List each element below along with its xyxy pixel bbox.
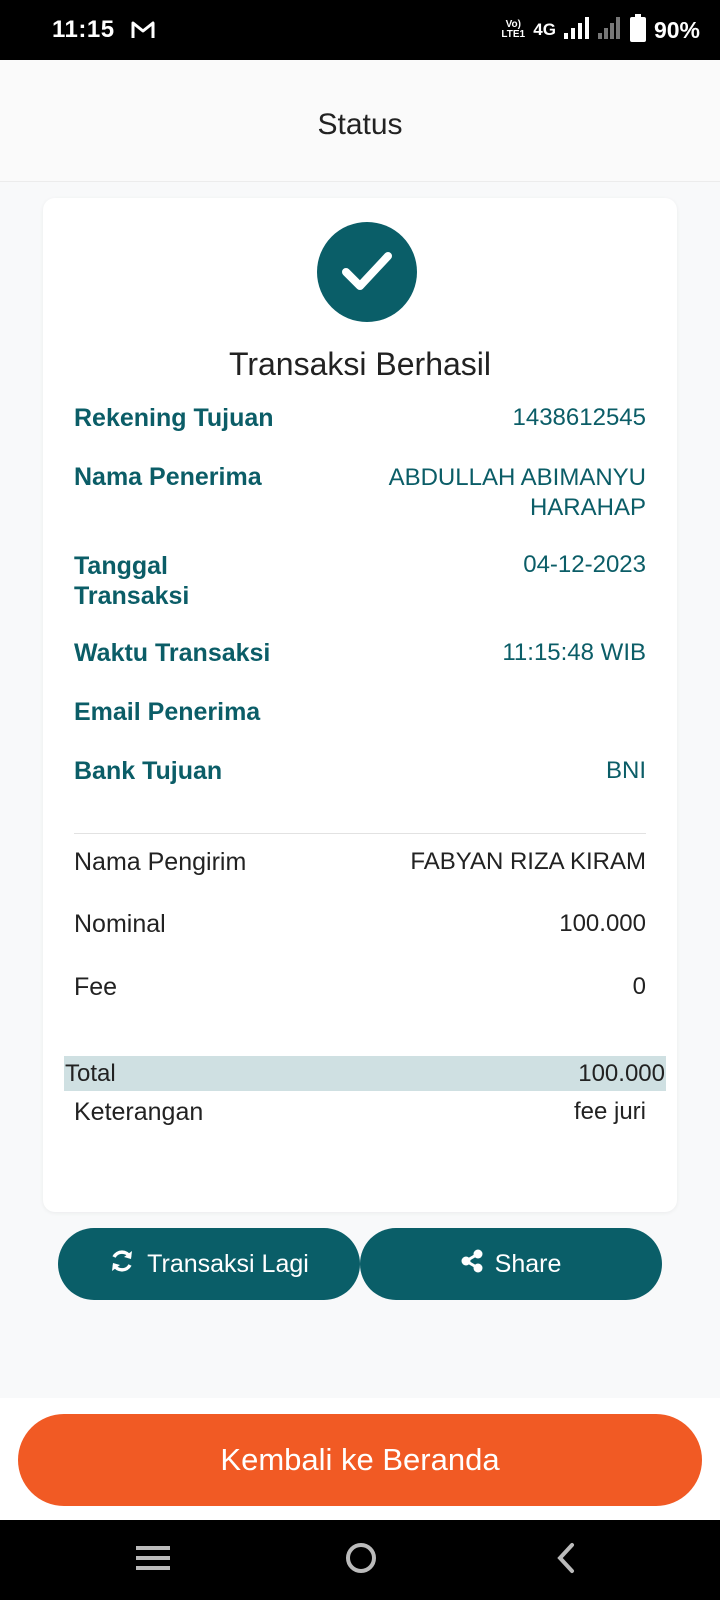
account-value: 1438612545 xyxy=(512,404,646,431)
status-time: 11:15 xyxy=(52,16,115,43)
back-to-home-button[interactable]: Kembali ke Beranda xyxy=(18,1414,702,1506)
recipient-name-label: Nama Penerima xyxy=(74,463,262,491)
transaction-again-label: Transaksi Lagi xyxy=(147,1249,309,1278)
refresh-icon xyxy=(109,1248,135,1281)
fee-label: Fee xyxy=(74,973,118,1001)
share-icon xyxy=(461,1249,483,1280)
time-value: 11:15:48 WIB xyxy=(502,639,646,666)
divider xyxy=(74,833,646,834)
detail-row-recipient-name xyxy=(74,463,646,523)
detail-row-sender xyxy=(74,848,646,877)
network-type: 4G xyxy=(533,20,556,39)
receipt-card xyxy=(43,198,677,1212)
total-label: Total xyxy=(65,1059,116,1087)
detail-row-amount xyxy=(74,910,646,939)
status-bar xyxy=(0,0,720,60)
page-header xyxy=(0,60,720,182)
detail-row-account xyxy=(74,404,646,433)
amount-value: 100.000 xyxy=(559,910,646,937)
share-label: Share xyxy=(494,1249,562,1278)
transaction-again-button[interactable] xyxy=(58,1228,360,1300)
detail-row-time xyxy=(74,639,646,668)
detail-row-date xyxy=(74,551,646,611)
detail-row-bank xyxy=(74,757,646,786)
account-label: Rekening Tujuan xyxy=(74,404,274,432)
date-value: 04-12-2023 xyxy=(523,551,646,578)
sender-value: FABYAN RIZA KIRAM xyxy=(410,848,646,875)
battery-percent: 90% xyxy=(653,16,700,43)
total-value: 100.000 xyxy=(578,1059,665,1087)
menu-icon[interactable] xyxy=(136,1540,170,1581)
email-label: Email Penerima xyxy=(74,698,261,726)
sender-label: Nama Pengirim xyxy=(74,848,247,876)
battery-icon xyxy=(630,14,646,47)
volte-indicator: Vo) LTE1 xyxy=(501,19,526,40)
page-title: Status xyxy=(317,108,403,141)
note-value: fee juri xyxy=(573,1098,646,1125)
share-button[interactable] xyxy=(360,1228,662,1300)
signal-2-icon xyxy=(598,17,622,44)
note-label: Keterangan xyxy=(74,1098,204,1126)
amount-label: Nominal xyxy=(74,910,166,938)
detail-row-note xyxy=(74,1098,646,1127)
back-icon[interactable] xyxy=(554,1540,578,1581)
detail-row-fee xyxy=(74,973,646,1002)
system-nav-bar xyxy=(0,1520,720,1600)
signal-icon xyxy=(564,17,590,44)
time-label: Waktu Transaksi xyxy=(74,639,271,667)
bank-label: Bank Tujuan xyxy=(74,757,223,785)
result-title: Transaksi Berhasil xyxy=(228,346,491,382)
detail-row-total xyxy=(64,1056,666,1091)
date-label: Tanggal Transaksi xyxy=(74,552,190,610)
check-icon xyxy=(317,222,417,322)
home-icon[interactable] xyxy=(344,1540,378,1581)
bank-value: BNI xyxy=(605,757,646,784)
recipient-name-value: ABDULLAH ABIMANYU HARAHAP xyxy=(388,464,646,521)
fee-value: 0 xyxy=(632,973,646,1000)
mail-icon xyxy=(130,18,156,42)
detail-row-email xyxy=(74,698,646,727)
bottom-action-area xyxy=(0,1398,720,1520)
